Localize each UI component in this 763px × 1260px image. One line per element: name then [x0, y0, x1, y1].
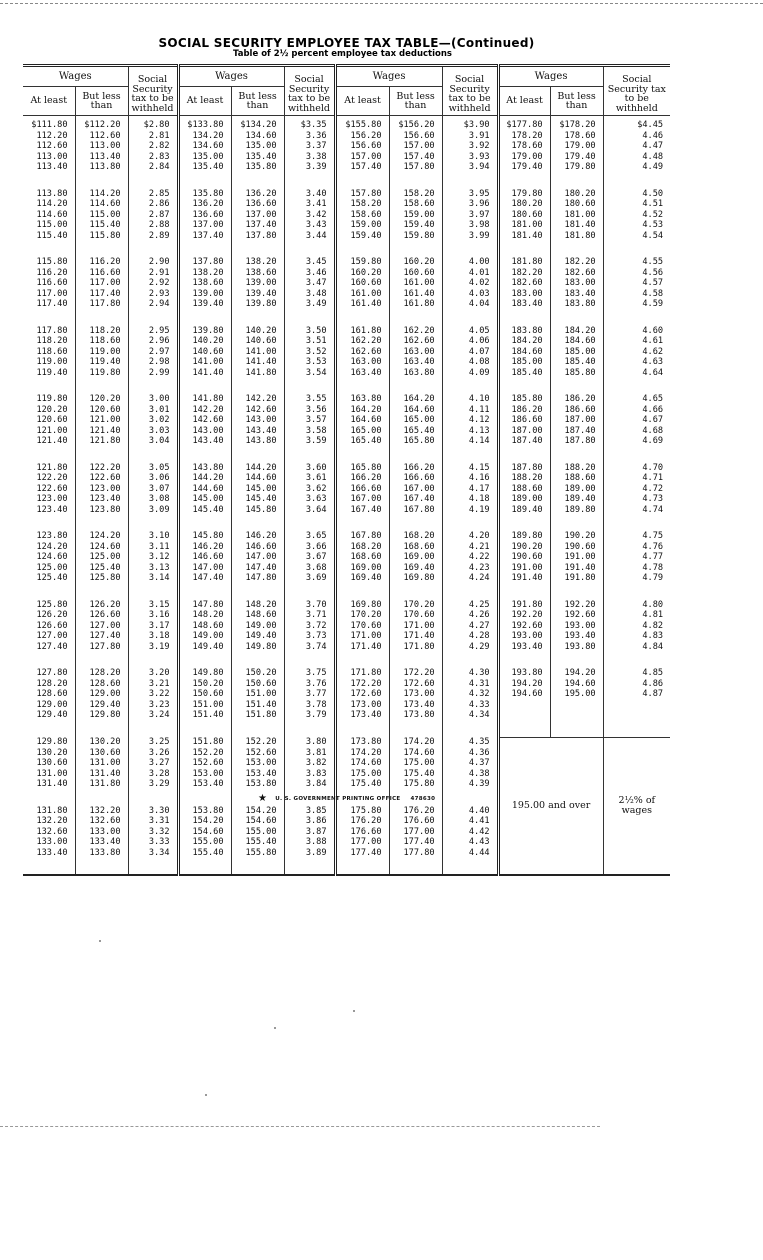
- at-least-header-3: At least: [335, 87, 389, 116]
- at-least-cell: $111.80 112.20 112.60 113.00 113.40: [23, 116, 75, 189]
- tax-cell: 3.65 3.66 3.67 3.68 3.69: [284, 531, 335, 600]
- tax-cell: $3.35 3.36 3.37 3.38 3.39: [284, 116, 335, 189]
- tax-cell: 3.95 3.96 3.97 3.98 3.99: [442, 189, 498, 258]
- scan-speck: [274, 1027, 276, 1029]
- but-less-than-cell: 116.20 116.60 117.00 117.40 117.80: [75, 257, 128, 326]
- tax-cell: 4.10 4.11 4.12 4.13 4.14: [442, 394, 498, 463]
- tax-cell: 3.20 3.21 3.22 3.23 3.24: [128, 668, 178, 737]
- at-least-cell: 123.80 124.20 124.60 125.00 125.40: [23, 531, 75, 600]
- at-least-cell: 181.80 182.20 182.60 183.00 183.40: [498, 257, 550, 326]
- but-less-than-cell: 162.20 162.60 163.00 163.40 163.80: [389, 326, 442, 395]
- but-less-than-cell: $156.20 156.60 157.00 157.40 157.80: [389, 116, 442, 189]
- tax-table: [23, 64, 670, 876]
- but-less-than-header-3: But less than: [389, 87, 442, 116]
- at-least-cell: $177.80 178.20 178.60 179.00 179.40: [498, 116, 550, 189]
- tax-cell: 3.15 3.16 3.17 3.18 3.19: [128, 600, 178, 669]
- but-less-than-cell: $178.20 178.60 179.00 179.40 179.80: [550, 116, 603, 189]
- tax-cell: 2.85 2.86 2.87 2.88 2.89: [128, 189, 178, 258]
- tax-cell: 3.10 3.11 3.12 3.13 3.14: [128, 531, 178, 600]
- tax-cell: 4.15 4.16 4.17 4.18 4.19: [442, 463, 498, 532]
- at-least-cell: 137.80 138.20 138.60 139.00 139.40: [178, 257, 231, 326]
- tax-cell: 4.55 4.56 4.57 4.58 4.59: [642, 257, 664, 310]
- at-least-cell: 129.80 130.20 130.60 131.00 131.40: [23, 737, 75, 806]
- but-less-than-cell: 144.20 144.60 145.00 145.40 145.80: [231, 463, 284, 532]
- at-least-cell: 159.80 160.20 160.60 161.00 161.40: [335, 257, 389, 326]
- tax-cell: 3.45 3.46 3.47 3.48 3.49: [284, 257, 335, 326]
- at-least-cell: $133.80 134.20 134.60 135.00 135.40: [178, 116, 231, 189]
- at-least-cell: 147.80 148.20 148.60 149.00 149.40: [178, 600, 231, 669]
- but-less-than-cell: 170.20 170.60 171.00 171.40 171.80: [389, 600, 442, 669]
- but-less-than-header-2: But less than: [231, 87, 284, 116]
- tax-cell: $3.90 3.91 3.92 3.93 3.94: [442, 116, 498, 189]
- but-less-than-cell: 176.20 176.60 177.00 177.40 177.80: [389, 806, 442, 876]
- tax-cell: 4.80 4.81 4.82 4.83 4.84: [642, 599, 664, 652]
- printer-name: U. S. GOVERNMENT PRINTING OFFICE: [275, 796, 401, 802]
- tax-cell: 4.00 4.01 4.02 4.03 4.04: [442, 257, 498, 326]
- table-row: [23, 600, 670, 669]
- at-least-cell: 139.80 140.20 140.60 141.00 141.40: [178, 326, 231, 395]
- but-less-than-cell: $112.20 112.60 113.00 113.40 113.80: [75, 116, 128, 189]
- at-least-cell: 151.80 152.20 152.60 153.00 153.40: [178, 737, 231, 806]
- at-least-cell: 141.80 142.20 142.60 143.00 143.40: [178, 394, 231, 463]
- tax-cell: 2.95 2.96 2.97 2.98 2.99: [128, 326, 178, 395]
- at-least-cell: 173.80 174.20 174.60 175.00 175.40: [335, 737, 389, 806]
- but-less-than-header-1: But less than: [75, 87, 128, 116]
- but-less-than-cell: $134.20 134.60 135.00 135.40 135.80: [231, 116, 284, 189]
- but-less-than-cell: 154.20 154.60 155.00 155.40 155.80: [231, 806, 284, 876]
- but-less-than-cell: 132.20 132.60 133.00 133.40 133.80: [75, 806, 128, 876]
- at-least-cell: 175.80 176.20 176.60 177.00 177.40: [335, 806, 389, 876]
- but-less-than-cell: 152.20 152.60 153.00 153.40 153.80: [231, 737, 284, 806]
- at-least-cell: 153.80 154.20 154.60 155.00 155.40: [178, 806, 231, 876]
- print-code: 478630: [410, 796, 436, 802]
- tax-cell: 3.40 3.41 3.42 3.43 3.44: [284, 189, 335, 258]
- tax-cell: 3.85 3.86 3.87 3.88 3.89: [284, 806, 335, 876]
- at-least-cell: $155.80 156.20 156.60 157.00 157.40: [335, 116, 389, 189]
- at-least-cell: 165.80 166.20 166.60 167.00 167.40: [335, 463, 389, 532]
- at-least-cell: 149.80 150.20 150.60 151.00 151.40: [178, 668, 231, 737]
- table-row: [23, 531, 670, 600]
- tax-cell: 4.05 4.06 4.07 4.08 4.09: [442, 326, 498, 395]
- but-less-than-cell: 122.20 122.60 123.00 123.40 123.80: [75, 463, 128, 532]
- at-least-cell: 125.80 126.20 126.60 127.00 127.40: [23, 600, 75, 669]
- but-less-than-cell: 142.20 142.60 143.00 143.40 143.80: [231, 394, 284, 463]
- but-less-than-header-4: But less than: [550, 87, 603, 116]
- wages-header-2: Wages: [178, 66, 284, 87]
- tax-cell: $4.45 4.46 4.47 4.48 4.49: [637, 120, 664, 173]
- but-less-than-cell: 172.20 172.60 173.00 173.40 173.80: [389, 668, 442, 737]
- but-less-than-cell: 138.20 138.60 139.00 139.40 139.80: [231, 257, 284, 326]
- at-least-cell: 121.80 122.20 122.60 123.00 123.40: [23, 463, 75, 532]
- but-less-than-cell: 194.20 194.60 195.00: [550, 668, 603, 737]
- table-row: [23, 116, 670, 189]
- but-less-than-cell: 158.20 158.60 159.00 159.40 159.80: [389, 189, 442, 258]
- but-less-than-cell: 150.20 150.60 151.00 151.40 151.80: [231, 668, 284, 737]
- top-scan-edge: [0, 3, 763, 4]
- table-row: [23, 257, 670, 326]
- but-less-than-cell: 192.20 192.60 193.00 193.40 193.80: [550, 600, 603, 669]
- but-less-than-cell: 182.20 182.60 183.00 183.40 183.80: [550, 257, 603, 326]
- tax-cell: 3.50 3.51 3.52 3.53 3.54: [284, 326, 335, 395]
- at-least-cell: 169.80 170.20 170.60 171.00 171.40: [335, 600, 389, 669]
- but-less-than-cell: 120.20 120.60 121.00 121.40 121.80: [75, 394, 128, 463]
- tax-cell: 3.25 3.26 3.27 3.28 3.29: [128, 737, 178, 806]
- but-less-than-cell: 184.20 184.60 185.00 185.40 185.80: [550, 326, 603, 395]
- but-less-than-cell: 164.20 164.60 165.00 165.40 165.80: [389, 394, 442, 463]
- tax-cell: 4.70 4.71 4.72 4.73 4.74: [642, 462, 664, 515]
- at-least-cell: 163.80 164.20 164.60 165.00 165.40: [335, 394, 389, 463]
- tax-cell: 4.65 4.66 4.67 4.68 4.69: [642, 394, 664, 447]
- scan-speck: [99, 940, 101, 942]
- tax-cell: 3.00 3.01 3.02 3.03 3.04: [128, 394, 178, 463]
- but-less-than-cell: 174.20 174.60 175.00 175.40 175.80: [389, 737, 442, 806]
- table-row: [23, 189, 670, 258]
- tax-cell: 4.25 4.26 4.27 4.28 4.29: [442, 600, 498, 669]
- but-less-than-cell: 168.20 168.60 169.00 169.40 169.80: [389, 531, 442, 600]
- scan-speck: [353, 1010, 355, 1012]
- ss-header-1: Social Security tax to be withheld: [128, 66, 178, 116]
- bottom-scan-edge: [0, 1126, 600, 1127]
- at-least-cell: 185.80 186.20 186.60 187.00 187.40: [498, 394, 550, 463]
- at-least-cell: 187.80 188.20 188.60 189.00 189.40: [498, 463, 550, 532]
- at-least-cell: 113.80 114.20 114.60 115.00 115.40: [23, 189, 75, 258]
- tax-cell: 4.40 4.41 4.42 4.43 4.44: [442, 806, 498, 876]
- wages-header-1: Wages: [23, 66, 128, 87]
- tax-cell: 3.55 3.56 3.57 3.58 3.59: [284, 394, 335, 463]
- tax-cell: 3.30 3.31 3.32 3.33 3.34: [128, 806, 178, 876]
- tax-cell: 3.05 3.06 3.07 3.08 3.09: [128, 463, 178, 532]
- but-less-than-cell: 160.20 160.60 161.00 161.40 161.80: [389, 257, 442, 326]
- table-row: [23, 326, 670, 395]
- but-less-than-cell: 128.20 128.60 129.00 129.40 129.80: [75, 668, 128, 737]
- but-less-than-cell: 130.20 130.60 131.00 131.40 131.80: [75, 737, 128, 806]
- table-row: [23, 668, 670, 737]
- at-least-cell: 115.80 116.20 116.60 117.00 117.40: [23, 257, 75, 326]
- at-least-cell: 191.80 192.20 192.60 193.00 193.40: [498, 600, 550, 669]
- at-least-cell: 193.80 194.20 194.60: [498, 668, 550, 737]
- at-least-cell: 171.80 172.20 172.60 173.00 173.40: [335, 668, 389, 737]
- page-subtitle: Table of 2½ percent employee tax deductions: [233, 49, 452, 59]
- table-row: [23, 394, 670, 463]
- at-least-header-4: At least: [498, 87, 550, 116]
- ss-header-2: Social Security tax to be withheld: [284, 66, 335, 116]
- at-least-header-1: At least: [23, 87, 75, 116]
- at-least-cell: 189.80 190.20 190.60 191.00 191.40: [498, 531, 550, 600]
- tax-cell: 4.75 4.76 4.77 4.78 4.79: [642, 531, 664, 584]
- star-icon: ★: [258, 793, 268, 804]
- but-less-than-cell: 186.20 186.60 187.00 187.40 187.80: [550, 394, 603, 463]
- tax-cell: 3.80 3.81 3.82 3.83 3.84: [284, 737, 335, 806]
- wages-header-3: Wages: [335, 66, 442, 87]
- header-row-top: [23, 66, 670, 87]
- page-title: SOCIAL SECURITY EMPLOYEE TAX TABLE—(Continued): [158, 36, 535, 50]
- but-less-than-cell: 124.20 124.60 125.00 125.40 125.80: [75, 531, 128, 600]
- at-least-cell: 143.80 144.20 144.60 145.00 145.40: [178, 463, 231, 532]
- at-least-cell: 131.80 132.20 132.60 133.00 133.40: [23, 806, 75, 876]
- at-least-cell: 167.80 168.20 168.60 169.00 169.40: [335, 531, 389, 600]
- but-less-than-cell: 190.20 190.60 191.00 191.40 191.80: [550, 531, 603, 600]
- at-least-cell: 119.80 120.20 120.60 121.00 121.40: [23, 394, 75, 463]
- tax-cell: 4.50 4.51 4.52 4.53 4.54: [642, 188, 664, 241]
- over-amount-note: 195.00 and over: [498, 737, 603, 875]
- tax-cell: 3.60 3.61 3.62 3.63 3.64: [284, 463, 335, 532]
- at-least-cell: 117.80 118.20 118.60 119.00 119.40: [23, 326, 75, 395]
- header-row-sub: [23, 87, 670, 116]
- tax-cell: 4.20 4.21 4.22 4.23 4.24: [442, 531, 498, 600]
- at-least-cell: 183.80 184.20 184.60 185.00 185.40: [498, 326, 550, 395]
- but-less-than-cell: 126.20 126.60 127.00 127.40 127.80: [75, 600, 128, 669]
- at-least-cell: 145.80 146.20 146.60 147.00 147.40: [178, 531, 231, 600]
- ss-header-4: Social Security tax to be withheld: [603, 66, 670, 116]
- tax-cell: 2.90 2.91 2.92 2.93 2.94: [128, 257, 178, 326]
- table-row: [23, 463, 670, 532]
- but-less-than-cell: 148.20 148.60 149.00 149.40 149.80: [231, 600, 284, 669]
- at-least-cell: 179.80 180.20 180.60 181.00 181.40: [498, 189, 550, 258]
- tax-cell: $2.80 2.81 2.82 2.83 2.84: [128, 116, 178, 189]
- tax-cell: 4.35 4.36 4.37 4.38 4.39: [442, 737, 498, 806]
- ss-header-3: Social Security tax to be withheld: [442, 66, 498, 116]
- but-less-than-cell: 136.20 136.60 137.00 137.40 137.80: [231, 189, 284, 258]
- but-less-than-cell: 140.20 140.60 141.00 141.40 141.80: [231, 326, 284, 395]
- but-less-than-cell: 146.20 146.60 147.00 147.40 147.80: [231, 531, 284, 600]
- at-least-cell: 127.80 128.20 128.60 129.00 129.40: [23, 668, 75, 737]
- scan-speck: [205, 1094, 207, 1096]
- but-less-than-cell: 166.20 166.60 167.00 167.40 167.80: [389, 463, 442, 532]
- but-less-than-cell: 180.20 180.60 181.00 181.40 181.80: [550, 189, 603, 258]
- at-least-header-2: At least: [178, 87, 231, 116]
- but-less-than-cell: 188.20 188.60 189.00 189.40 189.80: [550, 463, 603, 532]
- tax-cell: 4.60 4.61 4.62 4.63 4.64: [642, 325, 664, 378]
- tax-cell: 4.30 4.31 4.32 4.33 4.34: [442, 668, 498, 737]
- at-least-cell: 161.80 162.20 162.60 163.00 163.40: [335, 326, 389, 395]
- tax-cell: 3.70 3.71 3.72 3.73 3.74: [284, 600, 335, 669]
- at-least-cell: 157.80 158.20 158.60 159.00 159.40: [335, 189, 389, 258]
- but-less-than-cell: 114.20 114.60 115.00 115.40 115.80: [75, 189, 128, 258]
- printer-footer: [258, 793, 435, 804]
- tax-cell: 4.85 4.86 4.87: [642, 668, 664, 700]
- but-less-than-cell: 118.20 118.60 119.00 119.40 119.80: [75, 326, 128, 395]
- tax-cell: 3.75 3.76 3.77 3.78 3.79: [284, 668, 335, 737]
- over-rate-note: 2½% of wages: [603, 737, 670, 875]
- wages-header-4: Wages: [498, 66, 603, 87]
- at-least-cell: 135.80 136.20 136.60 137.00 137.40: [178, 189, 231, 258]
